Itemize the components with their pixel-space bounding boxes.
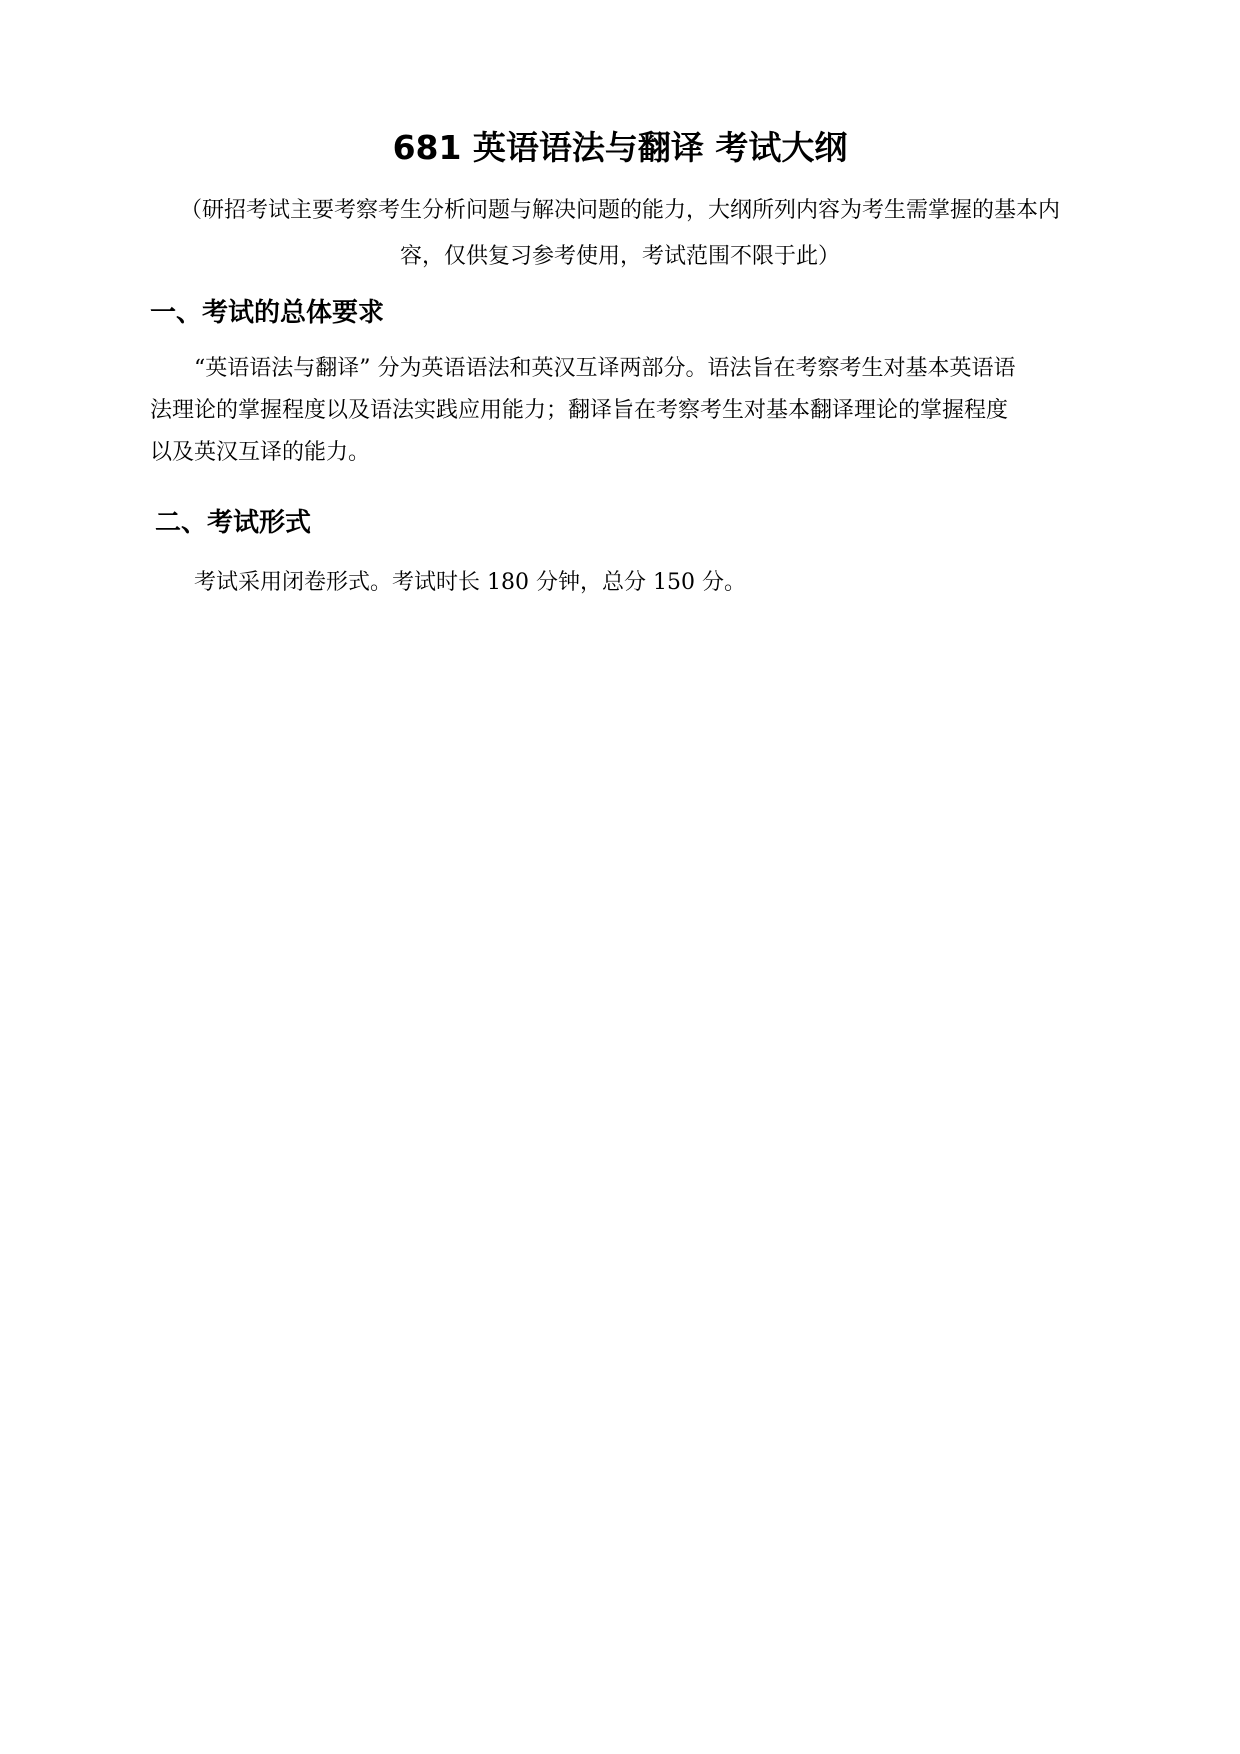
scope-note [120,188,1120,280]
scope-note-line: 容，仅供复习参考使用，考试范围不限于此） [399,244,840,269]
paragraph-line: 考试采用闭卷形式。考试时长 180 分钟，总分 150 分。 [194,570,746,595]
scope-note-line: （研招考试主要考察考生分析问题与解决问题的能力，大纲所列内容为考生需掌握的基本内 [179,198,1060,223]
section-heading-exam-format: 二、考试形式 [155,508,312,538]
section-paragraph-general-requirements [150,348,1130,474]
paragraph-line: 以及英汉互译的能力。 [150,440,371,465]
paragraph-line: “英语语法与翻译” 分为英语语法和英汉互译两部分。语法旨在考察考生对基本英语语 [194,356,1016,381]
section-heading-general-requirements: 一、考试的总体要求 [150,298,385,328]
page-title: 681 英语语法与翻译 考试大纲 [392,128,848,167]
paragraph-line: 法理论的掌握程度以及语法实践应用能力；翻译旨在考察考生对基本翻译理论的掌握程度 [150,398,1009,423]
section-paragraph-exam-format [150,562,1130,604]
